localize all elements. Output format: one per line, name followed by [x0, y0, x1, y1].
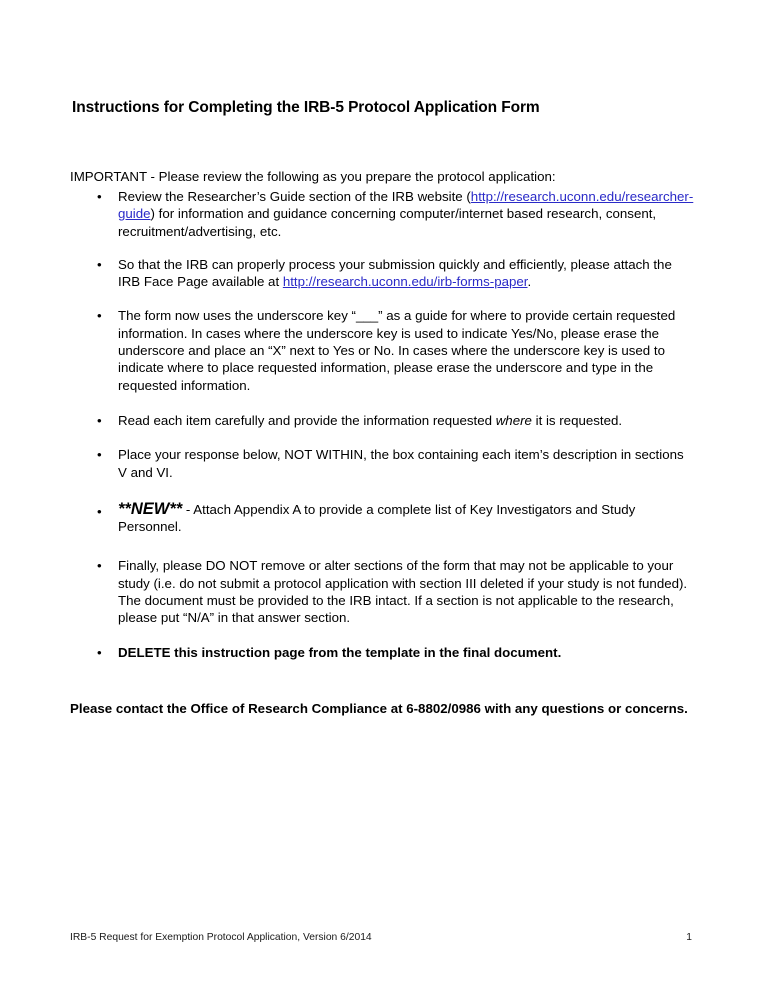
bullet-4-part1: Read each item carefully and provide the information requested: [118, 412, 496, 428]
list-item: [70, 446, 695, 481]
bullet-1-part1: Review the Researcher’s Guide section of the IRB website (: [118, 189, 471, 204]
irb-forms-paper-link[interactable]: http://research.uconn.edu/irb-forms-paper: [282, 274, 528, 290]
list-item: [70, 412, 695, 429]
list-item-text: Finally, please DO NOT remove or alter sections of the form that may not be applicable to your study (i.e. do not submit a protocol application with section III deleted if your study is not funded). The document must be provided to the IRB intact. If a section is not applicable to the research, please put “N/A” in that answer section.: [118, 558, 688, 626]
list-item: [70, 256, 695, 291]
list-item-text: [118, 256, 695, 291]
bullet-icon: •: [97, 189, 102, 204]
bullet-1-part2: ) for information and guidance concerning computer/internet based research, consent, recruitment/advertising, etc.: [118, 206, 657, 239]
researcher-guide-link[interactable]: http://research.uconn.edu/researcher-guide: [118, 189, 694, 222]
list-item: [70, 557, 695, 626]
list-item-delete-notice: [70, 644, 695, 661]
page-footer: [70, 932, 692, 943]
list-item-text: Place your response below, NOT WITHIN, the box containing each item’s description in sections V and VI.: [118, 447, 684, 480]
list-item-text: The form now uses the underscore key “___” as a guide for where to provide certain requested information. In cases where the underscore key is used to indicate Yes/No, please erase the underscore and place an “X” next to Yes or No. In cases where the underscore key is used to indicate where to place requested information, please erase the underscore and type in the requested information.: [118, 308, 676, 393]
page-title: Instructions for Completing the IRB-5 Protocol Application Form: [72, 99, 540, 117]
bullet-icon: •: [97, 256, 102, 272]
list-item-text: [118, 412, 695, 429]
list-item: [70, 188, 695, 240]
bullet-2-part2: .: [527, 274, 532, 290]
bullet-2-part1: So that the IRB can properly process your submission quickly and efficiently, please attach the IRB Face Page available at: [118, 256, 672, 290]
list-item-text: [118, 188, 695, 240]
instructions-list: [70, 188, 695, 661]
list-item: [70, 307, 695, 393]
bullet-icon: •: [97, 412, 102, 428]
bullet-4-part2: it is requested.: [531, 412, 623, 428]
list-item-text: DELETE this instruction page from the template in the final document.: [118, 644, 562, 660]
bullet-icon: •: [97, 644, 102, 660]
footer-document-label: IRB-5 Request for Exemption Protocol Application, Version 6/2014: [70, 932, 372, 943]
bullet-icon: •: [97, 558, 102, 574]
bullet-icon: •: [97, 447, 102, 463]
bullet-icon: •: [97, 503, 102, 519]
list-item: [70, 501, 695, 536]
bullet-4-emphasis: where: [495, 412, 532, 428]
bullet-6-text: - Attach Appendix A to provide a complete list of Key Investigators and Study Personnel.: [118, 501, 636, 535]
new-badge: **NEW**: [118, 499, 183, 518]
bullet-icon: •: [97, 308, 102, 324]
contact-paragraph: Please contact the Office of Research Compliance at 6-8802/0986 with any questions or concerns.: [70, 701, 688, 717]
list-item-text: [118, 501, 695, 536]
footer-page-number: 1: [686, 932, 692, 943]
intro-paragraph: IMPORTANT - Please review the following as you prepare the protocol application:: [70, 169, 556, 185]
